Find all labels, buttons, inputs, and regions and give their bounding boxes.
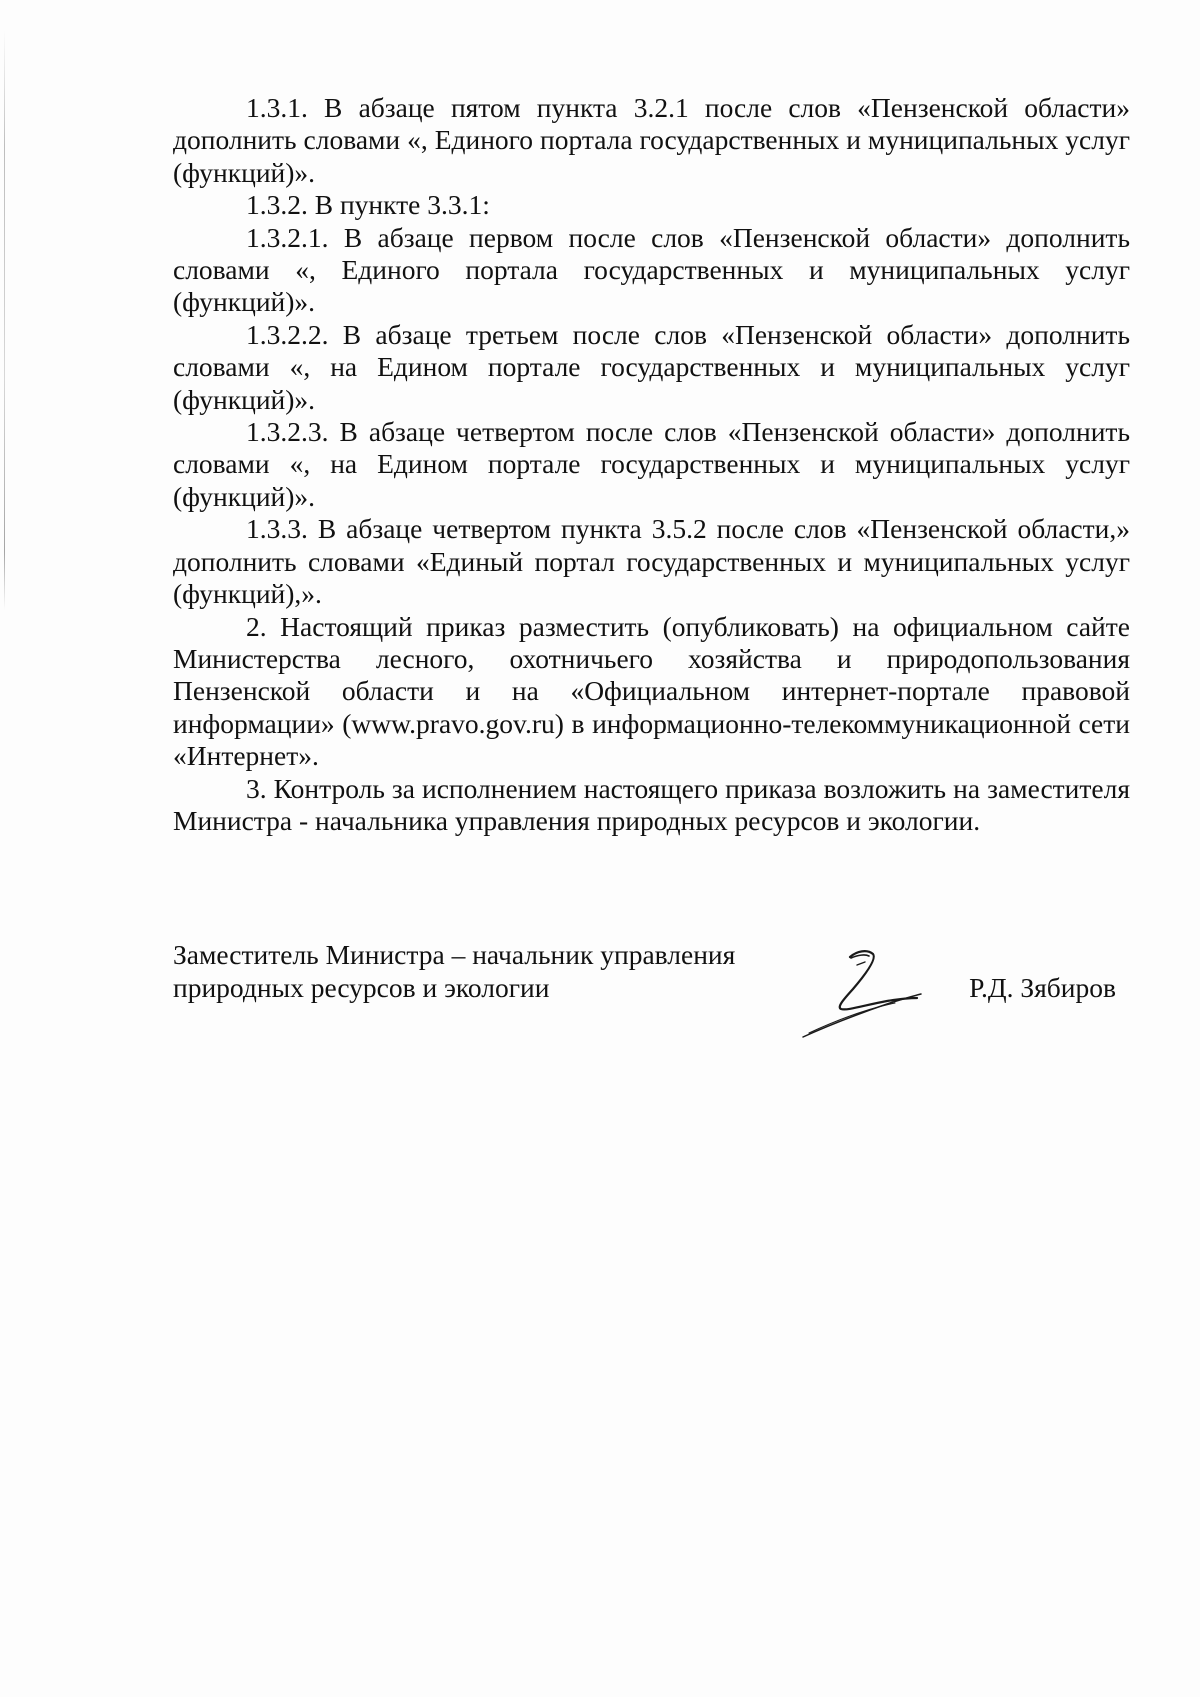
signatory-name: Р.Д. Зябиров bbox=[969, 972, 1116, 1003]
paragraph-1-3-2: 1.3.2. В пункте 3.3.1: bbox=[246, 189, 490, 221]
paragraph-1-3-2-2: 1.3.2.2. В абзаце третьем после слов «Пензенской области» дополнить словами «, на Едином портале государственных и муниципальных услуг (функций)». bbox=[173, 318, 1130, 415]
paragraph-1-3-3: 1.3.3. В абзаце четвертом пункта 3.5.2 после слов «Пензенской области,» дополнить словами «Единый портал государственных и муниципальных услуг (функций),». bbox=[173, 513, 1130, 610]
paragraph-3: 3. Контроль за исполнением настоящего приказа возложить на заместителя Министра - начальника управления природных ресурсов и экологии. bbox=[173, 772, 1130, 836]
paragraph-2: 2. Настоящий приказ разместить (опубликовать) на официальном сайте Министерства лесного, охотничьего хозяйства и природопользования Пензенской области и на «Официальном интернет-портале правовой информации» (www.pravo.gov.ru) в информационно-телекоммуникационной сети «Интернет». bbox=[173, 610, 1130, 772]
signatory-position-line-2: природных ресурсов и экологии bbox=[173, 972, 550, 1003]
paragraph-1-3-1: 1.3.1. В абзаце пятом пункта 3.2.1 после слов «Пензенской области» дополнить словами «, Единого портала государственных и муниципальных услуг (функций)». bbox=[173, 92, 1130, 188]
paragraph-1-3-2-1: 1.3.2.1. В абзаце первом после слов «Пензенской области» дополнить словами «, Единого портала государственных и муниципальных услуг (функций)». bbox=[173, 221, 1130, 318]
signatory-position bbox=[173, 938, 793, 1004]
signature-icon bbox=[795, 945, 925, 1045]
paragraph-1-3-2-3: 1.3.2.3. В абзаце четвертом после слов «Пензенской области» дополнить словами «, на Едином портале государственных и муниципальных услуг (функций)». bbox=[173, 416, 1130, 512]
signature-block bbox=[173, 938, 1130, 1048]
document-body bbox=[173, 92, 1130, 837]
signatory-position-line-1: Заместитель Министра – начальник управления bbox=[173, 939, 736, 970]
scan-edge-line bbox=[4, 30, 5, 610]
